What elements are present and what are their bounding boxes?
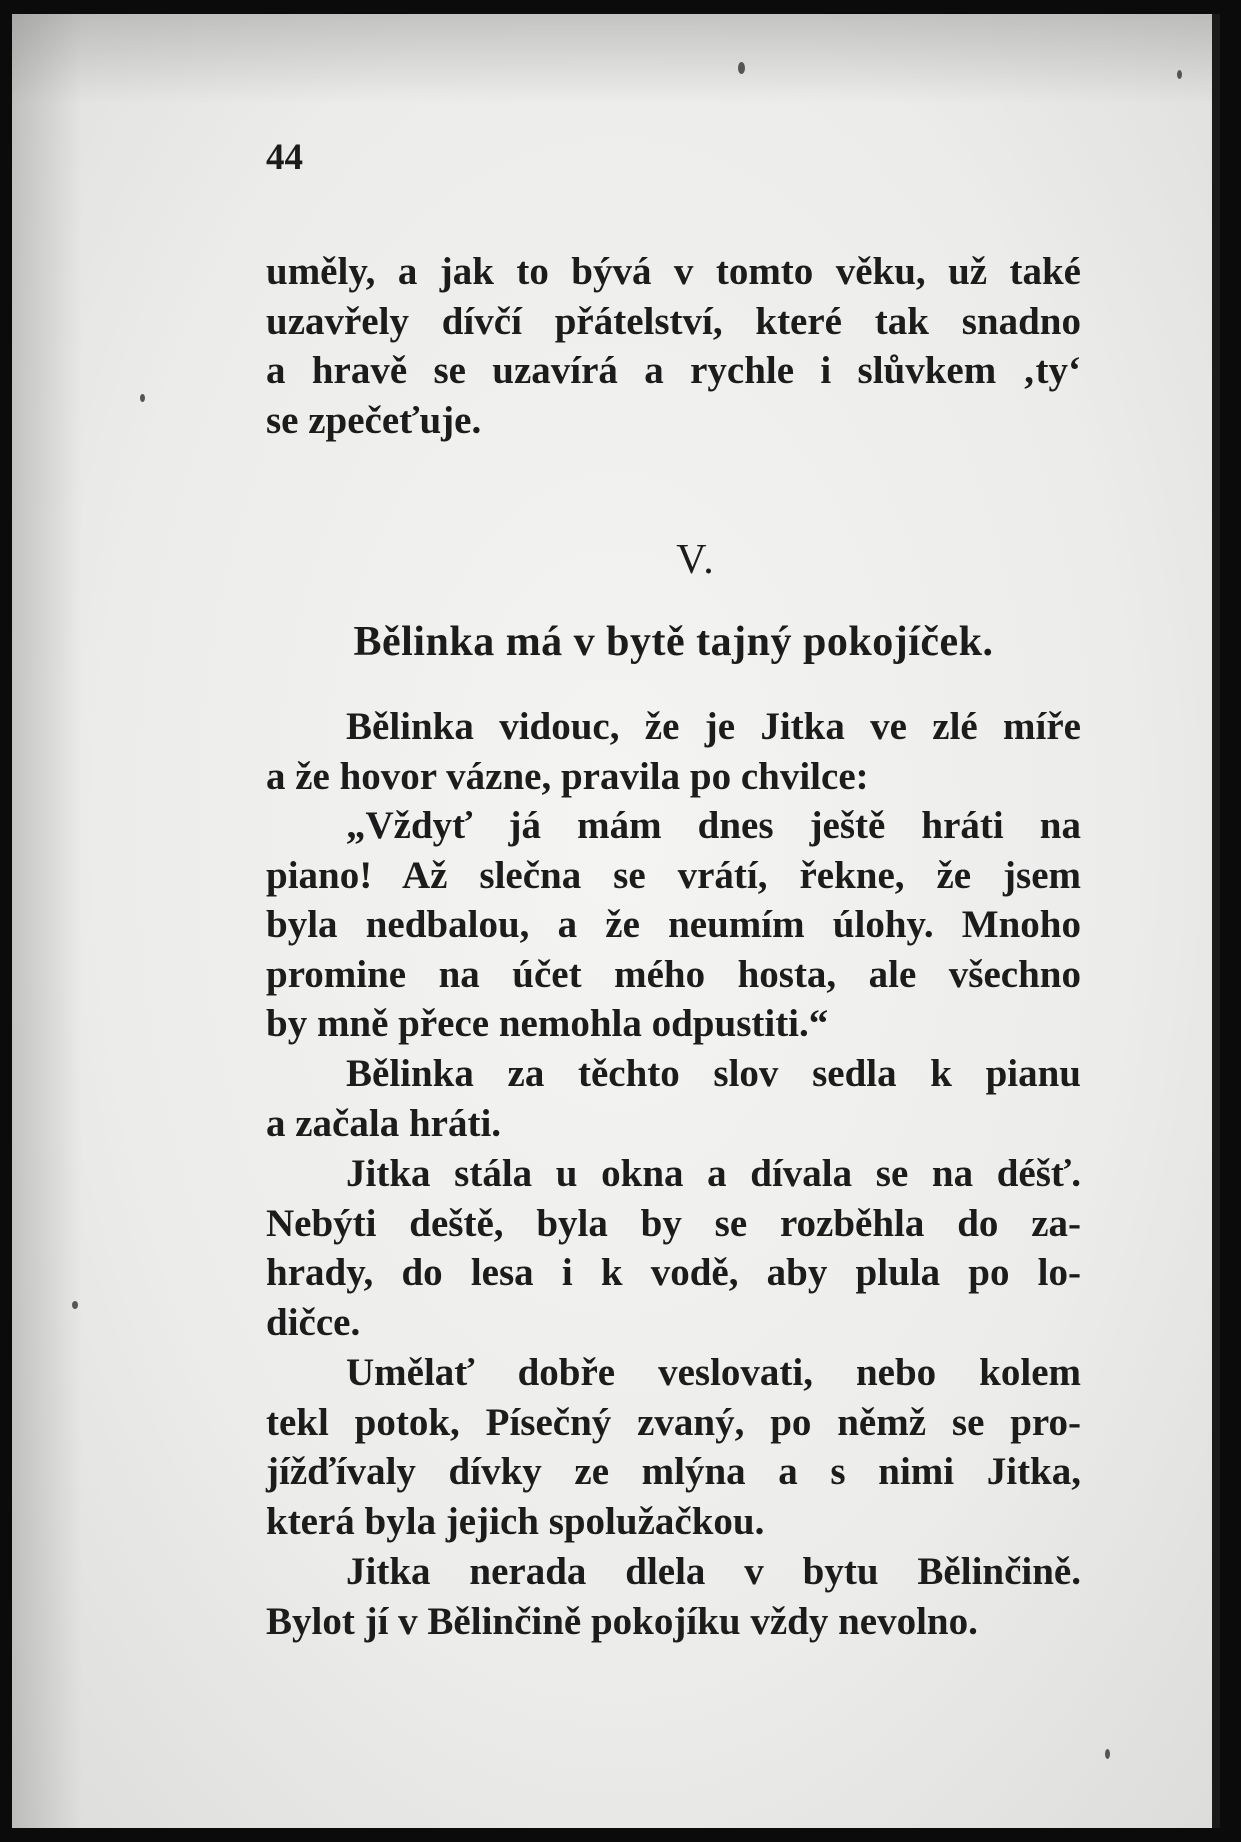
text-line: Jitka stála u okna a dívala se na déšť. xyxy=(346,1152,1081,1195)
text-line: piano! Až slečna se vrátí, řekne, že jsem xyxy=(266,853,1081,897)
text-line: promine na účet mého hosta, ale všechno xyxy=(266,952,1081,996)
text-line: „Vždyť já mám dnes ještě hráti na xyxy=(346,804,1081,847)
dust-speck xyxy=(738,62,745,74)
text-line: Bělinka vidouc, že je Jitka ve zlé míře xyxy=(346,705,1081,748)
paragraph xyxy=(266,1149,1081,1347)
dust-speck xyxy=(1177,70,1182,79)
chapter-title: Bělinka má v bytě tajný pokojíček. xyxy=(353,619,994,665)
text-line: dičce. xyxy=(266,1300,361,1344)
text-line: Jitka nerada dlela v bytu Bělinčině. xyxy=(346,1550,1081,1593)
text-line: byla nedbalou, a že neumím úlohy. Mnoho xyxy=(266,903,1081,946)
paragraph xyxy=(266,1348,1081,1546)
text-line: by mně přece nemohla odpustiti.“ xyxy=(266,1002,829,1045)
text-line: která byla jejich spolužačkou. xyxy=(266,1499,765,1543)
text-line: hrady, do lesa i k vodě, aby plula po lo- xyxy=(266,1251,1081,1294)
text-line: tekl potok, Písečný zvaný, po němž se pro- xyxy=(266,1400,1081,1444)
text-line: a hravě se uzavírá a rychle i slůvkem ‚ty‘ xyxy=(266,349,1081,392)
page-number: 44 xyxy=(266,137,303,178)
paragraph xyxy=(266,1049,1081,1148)
page-edge xyxy=(1212,14,1220,1828)
text-line: jížďívaly dívky ze mlýna a s nimi Jitka, xyxy=(266,1450,1081,1493)
dust-speck xyxy=(72,1301,78,1309)
text-line: a začala hráti. xyxy=(266,1101,502,1145)
scanned-page xyxy=(12,14,1220,1828)
text-line: Bylot jí v Bělinčině pokojíku vždy nevolno. xyxy=(266,1599,978,1643)
paragraph xyxy=(266,702,1081,801)
text-line: uměly, a jak to bývá v tomto věku, už také xyxy=(266,250,1081,293)
intro-paragraph xyxy=(266,247,1081,445)
dust-speck xyxy=(140,394,145,402)
text-line: uzavřely dívčí přátelství, které tak snadno xyxy=(266,299,1081,343)
chapter-number: V. xyxy=(676,537,716,583)
text-line: se zpečeťuje. xyxy=(266,398,482,442)
text-line: a že hovor vázne, pravila po chvilce: xyxy=(266,754,869,798)
text-line: Bělinka za těchto slov sedla k pianu xyxy=(346,1052,1081,1095)
text-line: Umělať dobře veslovati, nebo kolem xyxy=(346,1351,1081,1394)
text-line: Nebýti deště, byla by se rozběhla do za- xyxy=(266,1201,1081,1245)
dust-speck xyxy=(1105,1749,1110,1759)
paragraph xyxy=(266,801,1081,1049)
paragraph xyxy=(266,1547,1081,1646)
